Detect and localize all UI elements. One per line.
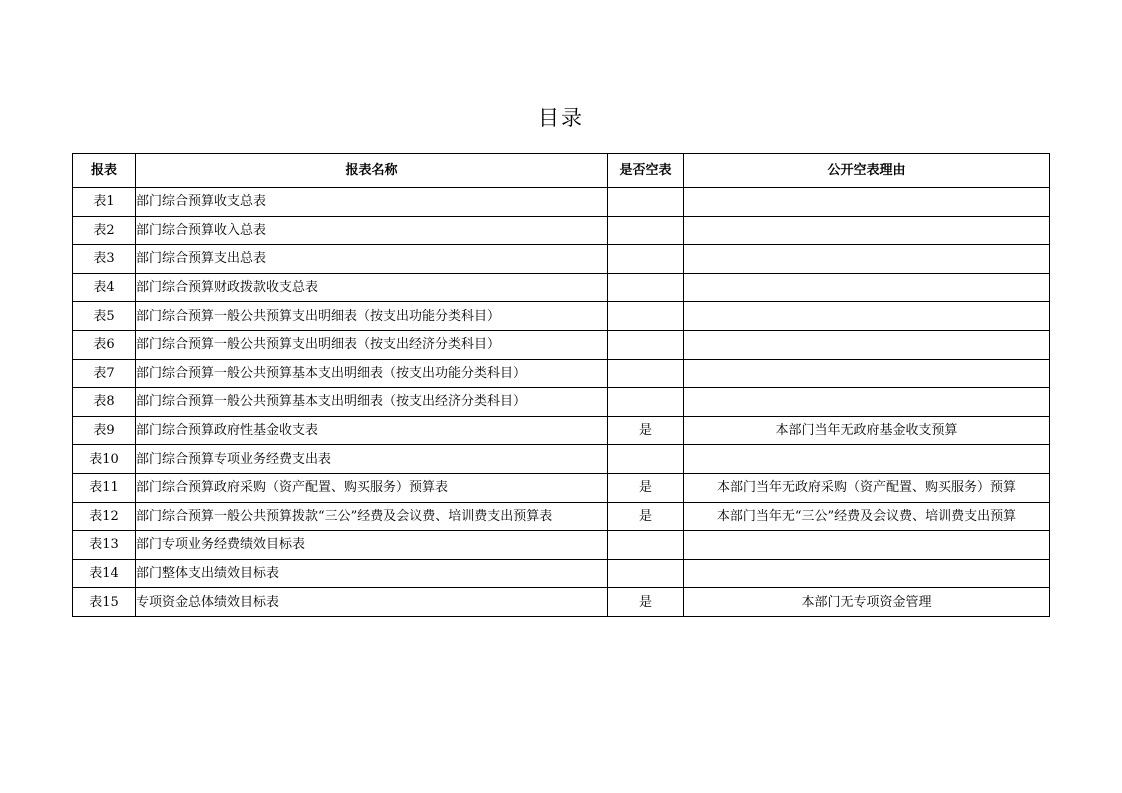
is-empty-cell xyxy=(608,188,684,217)
report-name-cell: 部门综合预算政府采购（资产配置、购买服务）预算表 xyxy=(136,473,608,502)
report-name-cell: 部门综合预算财政拨款收支总表 xyxy=(136,273,608,302)
empty-reason-cell xyxy=(684,245,1050,274)
is-empty-cell: 是 xyxy=(608,588,684,617)
is-empty-cell xyxy=(608,445,684,474)
report-name-cell: 部门综合预算收支总表 xyxy=(136,188,608,217)
empty-reason-cell xyxy=(684,330,1050,359)
table-row xyxy=(73,302,1050,331)
empty-reason-cell xyxy=(684,445,1050,474)
is-empty-cell: 是 xyxy=(608,502,684,531)
table-row xyxy=(73,588,1050,617)
report-name-cell: 部门综合预算一般公共预算拨款“三公”经费及会议费、培训费支出预算表 xyxy=(136,502,608,531)
is-empty-cell xyxy=(608,216,684,245)
empty-reason-cell: 本部门当年无政府基金收支预算 xyxy=(684,416,1050,445)
is-empty-cell xyxy=(608,330,684,359)
table-row xyxy=(73,416,1050,445)
report-name-cell: 部门整体支出绩效目标表 xyxy=(136,559,608,588)
report-id-cell: 表10 xyxy=(73,445,136,474)
header-row xyxy=(73,154,1050,188)
table-row xyxy=(73,245,1050,274)
empty-reason-cell xyxy=(684,188,1050,217)
table-body xyxy=(73,188,1050,617)
empty-reason-cell xyxy=(684,302,1050,331)
report-id-cell: 表3 xyxy=(73,245,136,274)
report-id-cell: 表11 xyxy=(73,473,136,502)
header-name: 报表名称 xyxy=(136,154,608,188)
page-title: 目录 xyxy=(538,106,584,130)
report-id-cell: 表5 xyxy=(73,302,136,331)
report-id-cell: 表14 xyxy=(73,559,136,588)
empty-reason-cell xyxy=(684,273,1050,302)
report-id-cell: 表12 xyxy=(73,502,136,531)
empty-reason-cell: 本部门当年无政府采购（资产配置、购买服务）预算 xyxy=(684,473,1050,502)
is-empty-cell: 是 xyxy=(608,473,684,502)
table-row xyxy=(73,473,1050,502)
report-name-cell: 部门综合预算一般公共预算支出明细表（按支出功能分类科目） xyxy=(136,302,608,331)
is-empty-cell xyxy=(608,273,684,302)
report-name-cell: 部门综合预算收入总表 xyxy=(136,216,608,245)
table-row xyxy=(73,273,1050,302)
report-name-cell: 专项资金总体绩效目标表 xyxy=(136,588,608,617)
report-id-cell: 表9 xyxy=(73,416,136,445)
table-row xyxy=(73,388,1050,417)
report-id-cell: 表13 xyxy=(73,531,136,560)
table-header xyxy=(73,154,1050,188)
report-name-cell: 部门专项业务经费绩效目标表 xyxy=(136,531,608,560)
report-name-cell: 部门综合预算一般公共预算基本支出明细表（按支出功能分类科目） xyxy=(136,359,608,388)
report-name-cell: 部门综合预算支出总表 xyxy=(136,245,608,274)
is-empty-cell xyxy=(608,388,684,417)
empty-reason-cell xyxy=(684,216,1050,245)
report-id-cell: 表8 xyxy=(73,388,136,417)
is-empty-cell xyxy=(608,559,684,588)
table-row xyxy=(73,188,1050,217)
report-id-cell: 表1 xyxy=(73,188,136,217)
empty-reason-cell: 本部门当年无“三公”经费及会议费、培训费支出预算 xyxy=(684,502,1050,531)
report-name-cell: 部门综合预算一般公共预算支出明细表（按支出经济分类科目） xyxy=(136,330,608,359)
empty-reason-cell: 本部门无专项资金管理 xyxy=(684,588,1050,617)
table-row xyxy=(73,330,1050,359)
catalog-table xyxy=(72,153,1050,617)
is-empty-cell xyxy=(608,531,684,560)
table-row xyxy=(73,216,1050,245)
table-row xyxy=(73,445,1050,474)
is-empty-cell xyxy=(608,245,684,274)
report-id-cell: 表2 xyxy=(73,216,136,245)
report-id-cell: 表6 xyxy=(73,330,136,359)
empty-reason-cell xyxy=(684,359,1050,388)
empty-reason-cell xyxy=(684,531,1050,560)
report-name-cell: 部门综合预算政府性基金收支表 xyxy=(136,416,608,445)
table-row xyxy=(73,502,1050,531)
table-row xyxy=(73,559,1050,588)
report-id-cell: 表4 xyxy=(73,273,136,302)
is-empty-cell xyxy=(608,302,684,331)
is-empty-cell xyxy=(608,359,684,388)
header-reason: 公开空表理由 xyxy=(684,154,1050,188)
is-empty-cell: 是 xyxy=(608,416,684,445)
empty-reason-cell xyxy=(684,388,1050,417)
table-row xyxy=(73,359,1050,388)
header-id: 报表 xyxy=(73,154,136,188)
report-id-cell: 表15 xyxy=(73,588,136,617)
empty-reason-cell xyxy=(684,559,1050,588)
table-row xyxy=(73,531,1050,560)
report-id-cell: 表7 xyxy=(73,359,136,388)
report-name-cell: 部门综合预算专项业务经费支出表 xyxy=(136,445,608,474)
header-is-empty: 是否空表 xyxy=(608,154,684,188)
report-name-cell: 部门综合预算一般公共预算基本支出明细表（按支出经济分类科目） xyxy=(136,388,608,417)
